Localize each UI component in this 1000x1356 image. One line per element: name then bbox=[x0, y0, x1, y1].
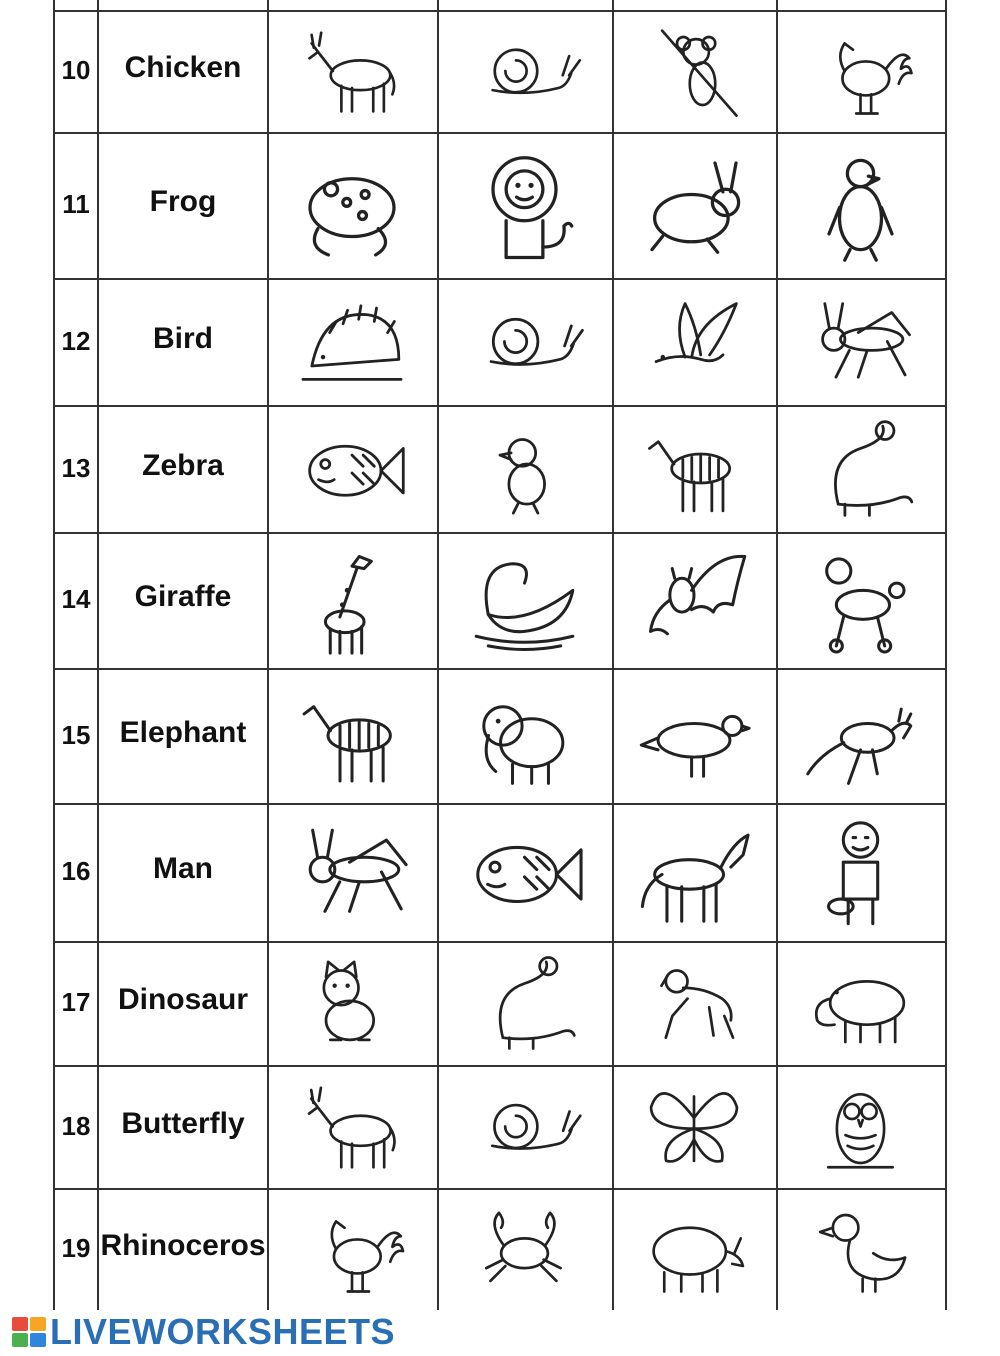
row-divider bbox=[53, 803, 945, 805]
lion-icon bbox=[447, 142, 602, 268]
bat-icon bbox=[622, 542, 766, 658]
kangaroo-picture[interactable] bbox=[786, 678, 935, 793]
logo-square-3 bbox=[12, 1333, 28, 1347]
grasshopper-picture[interactable] bbox=[786, 288, 935, 395]
grasshopper-icon bbox=[786, 288, 935, 395]
rooster-picture[interactable] bbox=[786, 20, 935, 122]
rhinoceros-icon bbox=[622, 1198, 766, 1300]
duck-icon bbox=[786, 1198, 935, 1300]
column-divider bbox=[945, 0, 947, 1310]
animal-word: Bird bbox=[153, 321, 213, 355]
brand-name: LIVEWORKSHEETS bbox=[50, 1311, 396, 1352]
dinosaur-icon bbox=[447, 951, 602, 1055]
bird-picture[interactable] bbox=[622, 288, 766, 395]
pigeon-icon bbox=[622, 678, 766, 793]
snail-picture[interactable] bbox=[447, 20, 602, 122]
animal-word: Man bbox=[153, 852, 213, 885]
butterfly-picture[interactable] bbox=[622, 1075, 766, 1178]
row-number: 19 bbox=[61, 1233, 91, 1263]
liveworksheets-logo-icon bbox=[12, 1317, 46, 1347]
bat-picture[interactable] bbox=[622, 542, 766, 658]
column-divider bbox=[776, 0, 778, 1310]
animal-word: Giraffe bbox=[134, 580, 232, 613]
dinosaur-icon bbox=[786, 415, 935, 522]
snail-picture[interactable] bbox=[447, 1075, 602, 1178]
row-number: 13 bbox=[61, 452, 91, 483]
hedgehog-icon bbox=[277, 288, 427, 395]
footer bbox=[12, 1312, 395, 1352]
giraffe-picture[interactable] bbox=[277, 542, 427, 658]
animal-word: Frog bbox=[149, 185, 217, 218]
crab-picture[interactable] bbox=[447, 1198, 602, 1300]
snail-icon bbox=[447, 20, 602, 122]
grasshopper-icon bbox=[277, 813, 427, 931]
man-picture[interactable] bbox=[786, 813, 935, 931]
column-divider bbox=[267, 0, 269, 1310]
snail-picture[interactable] bbox=[447, 288, 602, 395]
owl-icon bbox=[786, 1075, 935, 1178]
row-divider bbox=[53, 278, 945, 280]
eagle-picture[interactable] bbox=[786, 142, 935, 268]
logo-square-2 bbox=[30, 1317, 46, 1331]
man-icon bbox=[786, 813, 935, 931]
animal-word: Butterfly bbox=[121, 1106, 245, 1140]
pigeon-picture[interactable] bbox=[622, 678, 766, 793]
zebra-picture[interactable] bbox=[622, 415, 766, 522]
fish-icon bbox=[447, 813, 602, 931]
snail-icon bbox=[447, 1075, 602, 1178]
kitten-icon bbox=[277, 951, 427, 1055]
lion-picture[interactable] bbox=[447, 142, 602, 268]
poodle-icon bbox=[786, 542, 935, 658]
row-divider bbox=[53, 10, 945, 12]
row-number: 17 bbox=[61, 987, 91, 1017]
elephant-icon bbox=[447, 678, 602, 793]
owl-picture[interactable] bbox=[786, 1075, 935, 1178]
rooster-picture[interactable] bbox=[277, 1198, 427, 1300]
row-divider bbox=[53, 941, 945, 943]
row-number: 10 bbox=[61, 55, 91, 85]
duck-picture[interactable] bbox=[786, 1198, 935, 1300]
poodle-picture[interactable] bbox=[786, 542, 935, 658]
hedgehog-picture[interactable] bbox=[277, 288, 427, 395]
animal-word: Rhinoceros bbox=[100, 1229, 266, 1262]
elephant-picture[interactable] bbox=[447, 678, 602, 793]
frog-picture[interactable] bbox=[277, 142, 427, 268]
dinosaur-picture[interactable] bbox=[786, 415, 935, 522]
fish-picture[interactable] bbox=[277, 415, 427, 522]
kitten-picture[interactable] bbox=[277, 951, 427, 1055]
dinosaur-picture[interactable] bbox=[447, 951, 602, 1055]
kangaroo-icon bbox=[786, 678, 935, 793]
logo-square-4 bbox=[30, 1333, 46, 1347]
koala-picture[interactable] bbox=[622, 20, 766, 122]
crab-icon bbox=[447, 1198, 602, 1300]
rooster-icon bbox=[786, 20, 935, 122]
bird-icon bbox=[622, 288, 766, 395]
dog-icon bbox=[622, 951, 766, 1055]
duckling-picture[interactable] bbox=[447, 415, 602, 522]
hippo-icon bbox=[786, 951, 935, 1055]
donkey-picture[interactable] bbox=[277, 20, 427, 122]
rabbit-picture[interactable] bbox=[622, 142, 766, 268]
horse-icon bbox=[622, 813, 766, 931]
animal-word: Zebra bbox=[142, 448, 224, 482]
row-number: 16 bbox=[61, 856, 91, 886]
row-number: 12 bbox=[61, 325, 91, 356]
giraffe-icon bbox=[277, 542, 427, 658]
column-divider bbox=[612, 0, 614, 1310]
row-number: 18 bbox=[61, 1110, 91, 1141]
dog-picture[interactable] bbox=[622, 951, 766, 1055]
swan-picture[interactable] bbox=[447, 542, 602, 658]
row-number: 14 bbox=[61, 584, 91, 614]
animal-word: Dinosaur bbox=[117, 983, 249, 1016]
fish-icon bbox=[277, 415, 427, 522]
hippo-picture[interactable] bbox=[786, 951, 935, 1055]
row-number: 11 bbox=[62, 189, 90, 219]
snail-icon bbox=[447, 288, 602, 395]
grasshopper-picture[interactable] bbox=[277, 813, 427, 931]
donkey-picture[interactable] bbox=[277, 1075, 427, 1178]
eagle-icon bbox=[786, 142, 935, 268]
horse-picture[interactable] bbox=[622, 813, 766, 931]
animal-word: Elephant bbox=[119, 715, 247, 749]
zebra-icon bbox=[622, 415, 766, 522]
frog-icon bbox=[277, 142, 427, 268]
row-divider bbox=[53, 405, 945, 407]
row-divider bbox=[53, 1065, 945, 1067]
rooster-icon bbox=[277, 1198, 427, 1300]
duckling-icon bbox=[447, 415, 602, 522]
animal-word: Chicken bbox=[124, 51, 242, 84]
butterfly-icon bbox=[622, 1075, 766, 1178]
rhinoceros-picture[interactable] bbox=[622, 1198, 766, 1300]
fish-picture[interactable] bbox=[447, 813, 602, 931]
row-divider bbox=[53, 1188, 945, 1190]
rabbit-icon bbox=[622, 142, 766, 268]
zebra-picture[interactable] bbox=[277, 678, 427, 793]
donkey-icon bbox=[277, 20, 427, 122]
swan-icon bbox=[447, 542, 602, 658]
row-number: 15 bbox=[61, 719, 91, 750]
zebra-icon bbox=[277, 678, 427, 793]
row-divider bbox=[53, 532, 945, 534]
donkey-icon bbox=[277, 1075, 427, 1178]
koala-icon bbox=[622, 20, 766, 122]
row-divider bbox=[53, 132, 945, 134]
logo-square-1 bbox=[12, 1317, 28, 1331]
column-divider bbox=[437, 0, 439, 1310]
row-divider bbox=[53, 668, 945, 670]
